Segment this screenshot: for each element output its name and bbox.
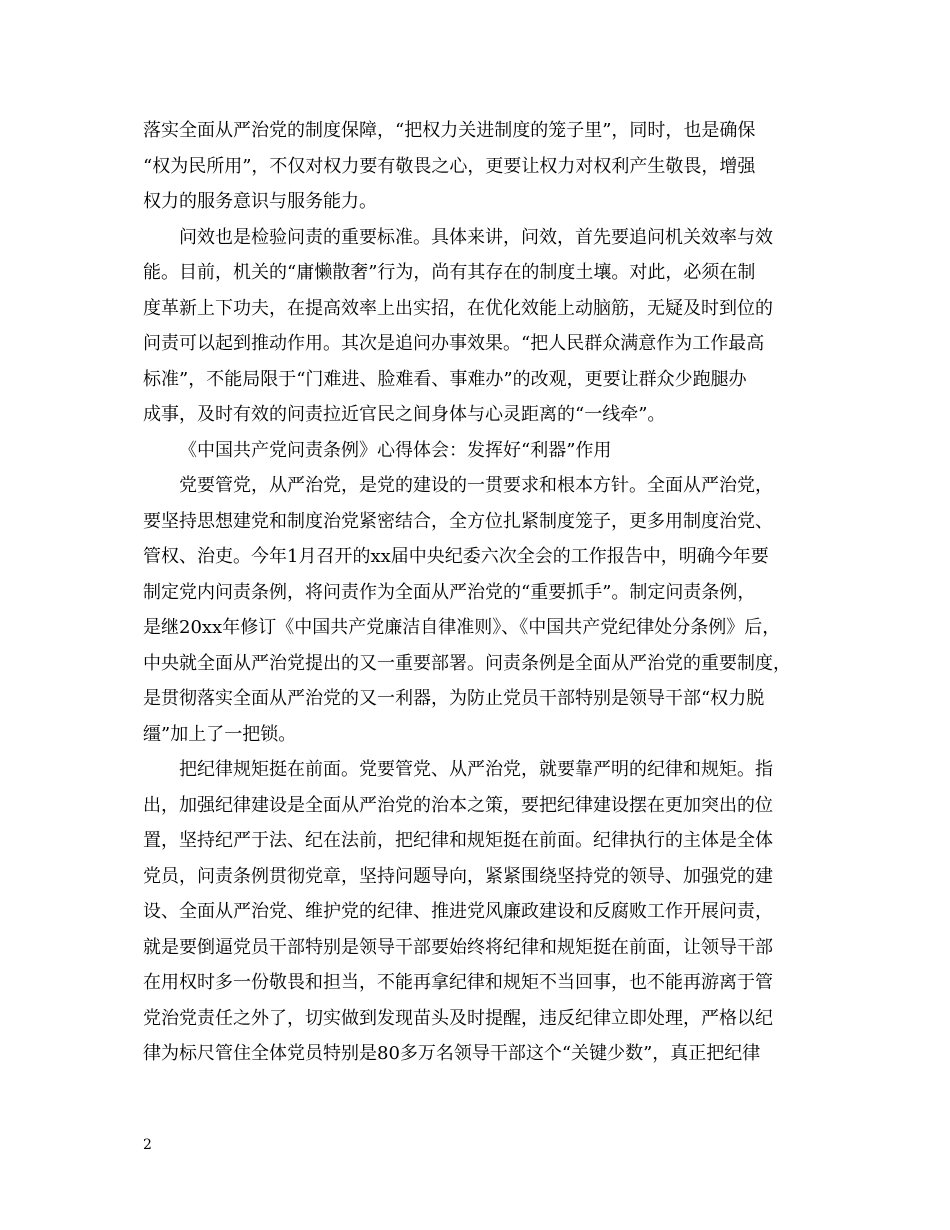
text-line: 置，坚持纪严于法、纪在法前，把纪律和规矩挺在前面。纪律执行的主体是全体 xyxy=(143,830,773,851)
text-line: 成事，及时有效的问责拉近官民之间身体与心灵距离的“一线牵”。 xyxy=(143,404,666,425)
text-line: “权为民所用”，不仅对权力要有敬畏之心，更要让权力对权利产生敬畏，增强 xyxy=(143,155,756,177)
text-line: 管权、治吏。今年1月召开的xx届中央纪委六次全会的工作报告中，明确今年要 xyxy=(143,546,769,567)
text-line: 能。目前，机关的“庸懒散奢”行为，尚有其存在的制度土壤。对此，必须在制 xyxy=(143,262,756,283)
text-line: 在用权时多一份敬畏和担当，不能再拿纪律和规矩不当回事，也不能再游离于管 xyxy=(143,972,773,993)
text-line: 制定党内问责条例，将问责作为全面从严治党的“重要抓手”。制定问责条例， xyxy=(143,581,756,603)
page-number: 2 xyxy=(143,1137,152,1153)
text-line: 落实全面从严治党的制度保障，“把权力关进制度的笼子里”，同时，也是确保 xyxy=(143,120,756,141)
text-line: 党治党责任之外了，切实做到发现苗头及时提醒，违反纪律立即处理，严格以纪 xyxy=(143,1007,773,1029)
text-line: 权力的服务意识与服务能力。 xyxy=(143,191,377,212)
text-line: 度革新上下功夫，在提高效率上出实招，在优化效能上动脑筋，无疑及时到位的 xyxy=(143,297,773,319)
text-line: 标准”，不能局限于“门难进、脸难看、事难办”的改观，更要让群众少跑腿办 xyxy=(143,368,747,390)
text-line: 缰”加上了一把锁。 xyxy=(143,723,297,745)
text-line: 律为标尺管住全体党员特别是80多万名领导干部这个“关键少数”，真正把纪律 xyxy=(143,1043,761,1064)
text-line: 党要管党，从严治党，是党的建设的一贯要求和根本方针。全面从严治党， xyxy=(179,475,773,496)
text-line: 问责可以起到推动作用。其次是追问办事效果。“把人民群众满意作为工作最高 xyxy=(143,333,765,354)
text-line: 是贯彻落实全面从严治党的又一利器，为防止党员干部特别是领导干部“权力脱 xyxy=(143,688,765,709)
text-line: 就是要倒逼党员干部特别是领导干部要始终将纪律和规矩挺在前面，让领导干部 xyxy=(143,936,773,958)
text-line: 中央就全面从严治党提出的又一重要部署。问责条例是全面从严治党的重要制度， xyxy=(143,652,791,674)
text-line: 党员，问责条例贯彻党章，坚持问题导向，紧紧围绕坚持党的领导、加强党的建 xyxy=(143,865,773,887)
text-line: 问效也是检验问责的重要标准。具体来讲，问效，首先要追问机关效率与效 xyxy=(179,226,773,248)
document-body xyxy=(143,113,816,1072)
text-line: 要坚持思想建党和制度治党紧密结合，全方位扎紧制度笼子，更多用制度治党、 xyxy=(143,510,773,532)
text-line: 设、全面从严治党、维护党的纪律、推进党风廉政建设和反腐败工作开展问责， xyxy=(143,901,773,922)
text-line: 是继20xx年修订《中国共产党廉洁自律准则》、《中国共产党纪律处分条例》后， xyxy=(143,617,781,638)
text-line: 《中国共产党问责条例》心得体会：发挥好“利器”作用 xyxy=(179,439,612,461)
text-line: 把纪律规矩挺在前面。党要管党、从严治党，就要靠严明的纪律和规矩。指 xyxy=(179,759,773,780)
text-line: 出，加强纪律建设是全面从严治党的治本之策，要把纪律建设摆在更加突出的位 xyxy=(143,794,773,816)
